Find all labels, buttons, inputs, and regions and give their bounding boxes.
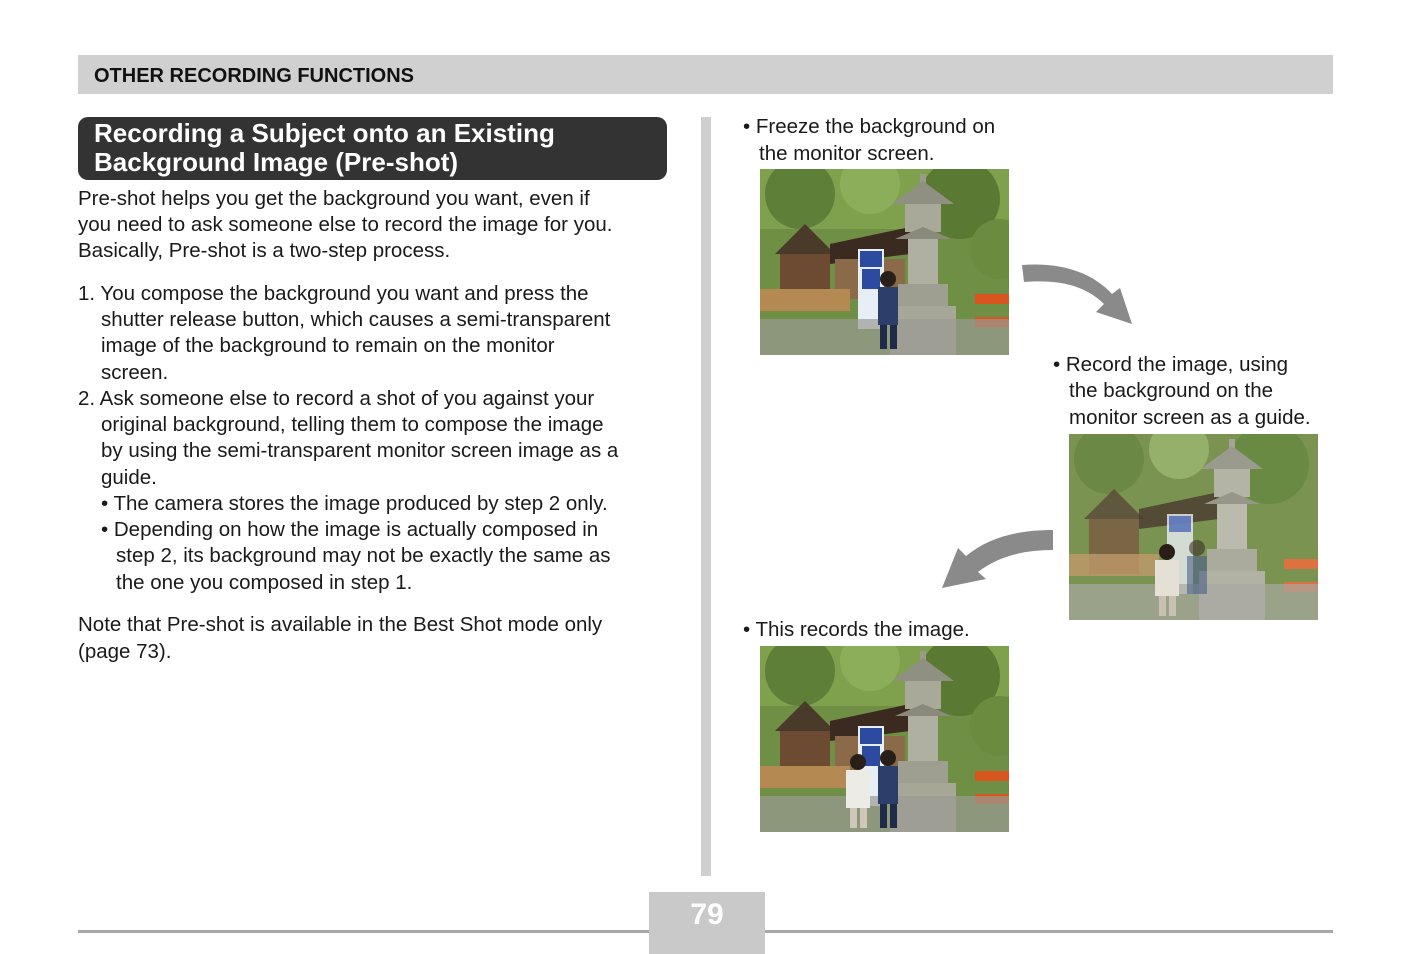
step-line: guide. [101, 466, 157, 489]
step-note-line: the one you composed in step 1. [116, 571, 413, 594]
page-number-box [649, 892, 765, 954]
intro-line: you need to ask someone else to record the image for you. [78, 213, 613, 236]
caption-line: the background on the [1069, 379, 1274, 402]
photo-semi-transparent-guide [1069, 434, 1318, 620]
step-note-line: step 2, its background may not be exactly the same as [116, 544, 611, 567]
header-bar [78, 55, 1333, 94]
step-line: original background, telling them to compose the image [101, 413, 604, 436]
note-line: (page 73). [78, 640, 172, 663]
page-number: 79 [690, 898, 724, 931]
photo-background-frozen [760, 169, 1009, 355]
step-note-line: • Depending on how the image is actually composed in [101, 518, 599, 541]
step-line: by using the semi-transparent monitor screen image as a [101, 439, 619, 462]
caption-line: the monitor screen. [759, 142, 935, 165]
step-line: 2. Ask someone else to record a shot of you against your [78, 387, 595, 410]
title-line-1: Recording a Subject onto an Existing [94, 118, 555, 148]
photo-final-result [760, 646, 1009, 832]
arrow-left-down-icon [938, 526, 1056, 592]
intro-line: Pre-shot helps you get the background you want, even if [78, 187, 590, 210]
caption-line: monitor screen as a guide. [1069, 406, 1311, 429]
section-title [78, 117, 667, 180]
section-label: OTHER RECORDING FUNCTIONS [94, 65, 414, 87]
column-divider [701, 117, 711, 876]
caption-line: • Freeze the background on [743, 115, 996, 138]
arrow-right-down-icon [1020, 262, 1138, 330]
caption-line: • This records the image. [743, 618, 970, 641]
step-line: image of the background to remain on the monitor [101, 334, 555, 357]
step-line: screen. [101, 361, 169, 384]
title-line-2: Background Image (Pre-shot) [94, 147, 459, 177]
caption-line: • Record the image, using [1053, 353, 1289, 376]
step-line: 1. You compose the background you want and press the [78, 282, 589, 305]
note-line: Note that Pre-shot is available in the Best Shot mode only [78, 613, 603, 636]
step-line: shutter release button, which causes a semi-transparent [101, 308, 611, 331]
step-note-line: • The camera stores the image produced by step 2 only. [101, 492, 608, 515]
intro-line: Basically, Pre-shot is a two-step process. [78, 239, 451, 262]
